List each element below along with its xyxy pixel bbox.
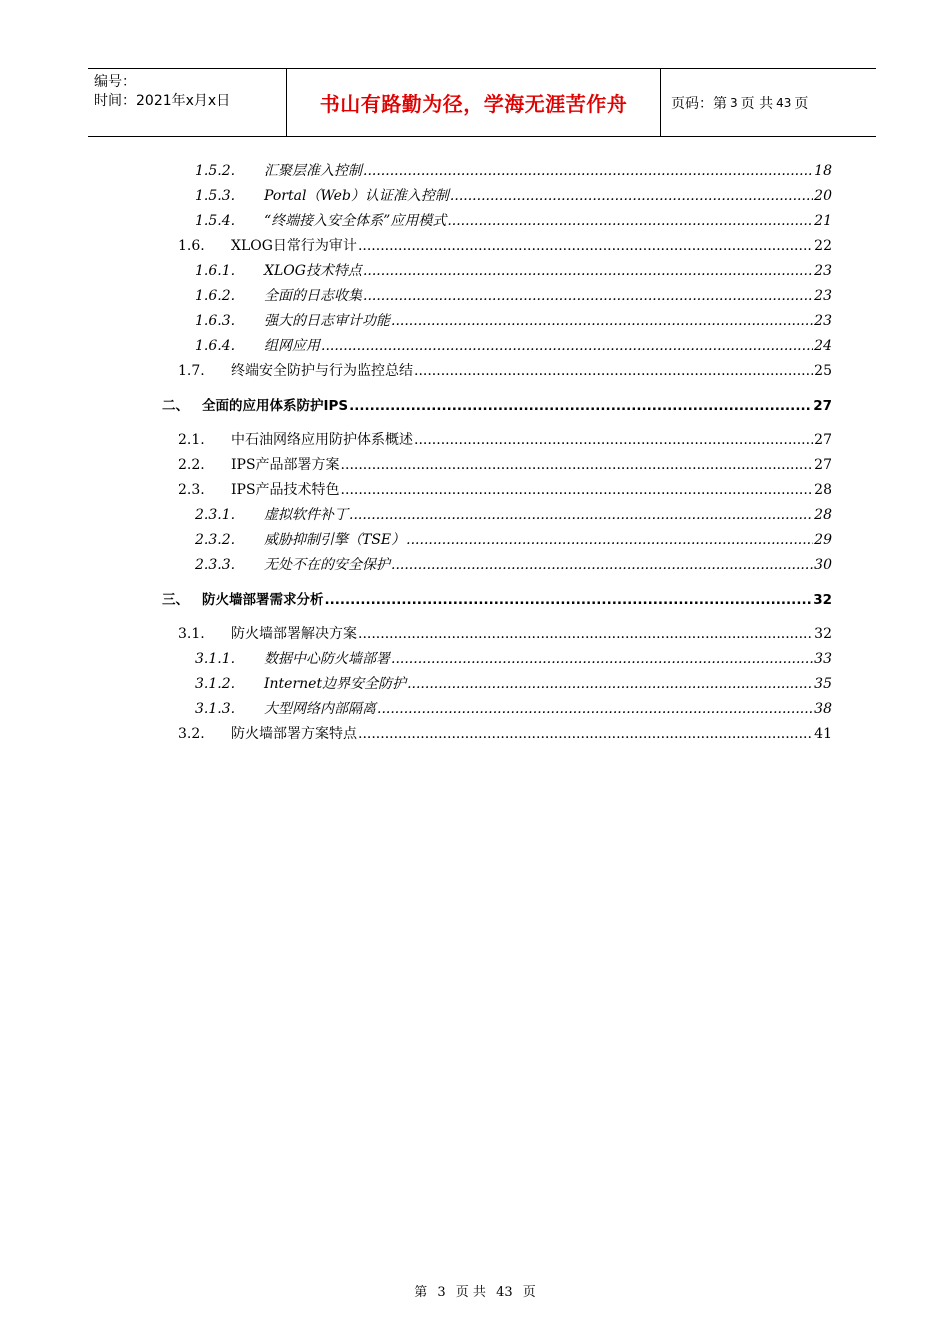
toc-entry-number: 1.6.2. bbox=[195, 288, 236, 304]
toc-leader-dots bbox=[363, 161, 813, 181]
page-prefix: 页码：第 bbox=[671, 95, 727, 112]
toc-entry[interactable] bbox=[195, 530, 832, 550]
number-label: 编号： bbox=[94, 74, 136, 90]
toc-leader-dots bbox=[414, 430, 813, 450]
toc-entry-page: 35 bbox=[814, 676, 832, 692]
toc-entry[interactable] bbox=[162, 590, 832, 610]
toc-leader-dots bbox=[447, 211, 813, 231]
toc-entry[interactable] bbox=[162, 396, 832, 416]
toc-entry-page: 25 bbox=[814, 363, 832, 379]
toc-entry[interactable] bbox=[178, 624, 832, 644]
toc-entry-page: 18 bbox=[814, 163, 832, 179]
toc-entry-number: 1.6.1. bbox=[195, 263, 236, 279]
toc-entry[interactable] bbox=[195, 649, 832, 669]
toc-entry-number: 1.5.2. bbox=[195, 163, 236, 179]
toc-entry-page: 28 bbox=[814, 507, 832, 523]
toc-entry-page: 24 bbox=[814, 338, 832, 354]
toc-entry-title: 强大的日志审计功能 bbox=[264, 313, 390, 329]
header-meta bbox=[88, 69, 287, 136]
header-page-number bbox=[661, 69, 876, 136]
time-label: 时间：2021年x月x日 bbox=[94, 93, 231, 109]
page-suffix: 页 bbox=[794, 95, 809, 112]
toc-entry-title: 防火墙部署解决方案 bbox=[231, 626, 357, 642]
toc-entry-title: 防火墙部署需求分析 bbox=[202, 592, 324, 608]
toc-entry-number: 3.1.1. bbox=[195, 651, 236, 667]
toc-entry-page: 28 bbox=[814, 482, 832, 498]
toc-entry-title: IPS产品技术特色 bbox=[231, 482, 340, 498]
toc-entry-number: 1.5.4. bbox=[195, 213, 236, 229]
footer-suffix: 页 bbox=[522, 1285, 536, 1300]
toc-entry-page: 27 bbox=[814, 432, 832, 448]
footer-current: 3 bbox=[437, 1285, 446, 1300]
toc-leader-dots bbox=[358, 724, 813, 744]
toc-leader-dots bbox=[406, 530, 813, 550]
toc-entry-page: 32 bbox=[813, 592, 832, 608]
toc-entry-title: IPS产品部署方案 bbox=[231, 457, 340, 473]
page-header bbox=[88, 68, 876, 137]
toc-leader-dots bbox=[349, 505, 813, 525]
toc-entry-number: 1.6.3. bbox=[195, 313, 236, 329]
toc-entry-number: 二、 bbox=[162, 398, 189, 414]
toc-entry[interactable] bbox=[178, 430, 832, 450]
toc-entry-page: 23 bbox=[814, 313, 832, 329]
toc-leader-dots bbox=[363, 286, 813, 306]
toc-entry[interactable] bbox=[178, 724, 832, 744]
toc-leader-dots bbox=[358, 624, 813, 644]
toc-entry[interactable] bbox=[178, 236, 832, 256]
toc-entry[interactable] bbox=[195, 674, 832, 694]
toc-entry-title: 虚拟软件补丁 bbox=[264, 507, 348, 523]
toc-entry-title: 终端安全防护与行为监控总结 bbox=[231, 363, 413, 379]
page-current: 3 bbox=[730, 95, 738, 110]
toc-leader-dots bbox=[407, 674, 813, 694]
toc-leader-dots bbox=[391, 311, 813, 331]
toc-entry[interactable] bbox=[195, 699, 832, 719]
toc-leader-dots bbox=[341, 480, 814, 500]
toc-entry-number: 1.6. bbox=[178, 238, 205, 254]
toc-entry-title: XLOG日常行为审计 bbox=[231, 238, 357, 254]
toc-entry[interactable] bbox=[178, 455, 832, 475]
toc-entry[interactable] bbox=[195, 286, 832, 306]
toc-entry[interactable] bbox=[178, 361, 832, 381]
toc-entry-page: 27 bbox=[814, 457, 832, 473]
toc-entry-title: 组网应用 bbox=[264, 338, 320, 354]
page-mid: 页 共 bbox=[740, 95, 774, 112]
toc-entry-number: 三、 bbox=[162, 592, 189, 608]
toc-entry-number: 1.5.3. bbox=[195, 188, 236, 204]
toc-leader-dots bbox=[450, 186, 813, 206]
toc-leader-dots bbox=[358, 236, 813, 256]
toc-leader-dots bbox=[391, 649, 813, 669]
toc-leader-dots bbox=[325, 590, 813, 610]
toc-entry-number: 3.1.3. bbox=[195, 701, 236, 717]
toc-entry[interactable] bbox=[195, 211, 832, 231]
toc-entry-title: 大型网络内部隔离 bbox=[264, 701, 376, 717]
toc-entry[interactable] bbox=[195, 161, 832, 181]
toc-leader-dots bbox=[414, 361, 813, 381]
footer-total: 43 bbox=[496, 1285, 513, 1300]
toc-entry-number: 1.7. bbox=[178, 363, 205, 379]
toc-entry-title: “终端接入安全体系”应用模式 bbox=[264, 213, 447, 229]
toc-entry-page: 21 bbox=[814, 213, 832, 229]
toc-entry-page: 29 bbox=[814, 532, 832, 548]
header-motto: 书山有路勤为径，学海无涯苦作舟 bbox=[287, 69, 661, 136]
toc-leader-dots bbox=[363, 261, 813, 281]
toc-entry-page: 32 bbox=[814, 626, 832, 642]
toc-entry-number: 3.1.2. bbox=[195, 676, 236, 692]
toc-entry-title: XLOG技术特点 bbox=[264, 263, 362, 279]
toc-entry[interactable] bbox=[195, 261, 832, 281]
toc-entry-page: 23 bbox=[814, 288, 832, 304]
toc-entry-number: 3.2. bbox=[178, 726, 205, 742]
toc-entry-page: 27 bbox=[813, 398, 832, 414]
toc-entry-number: 2.3.3. bbox=[195, 557, 236, 573]
page-total: 43 bbox=[776, 95, 792, 110]
toc-entry-page: 30 bbox=[814, 557, 832, 573]
toc-entry-number: 1.6.4. bbox=[195, 338, 236, 354]
toc-entry-number: 2.3.1. bbox=[195, 507, 236, 523]
toc-entry-page: 38 bbox=[814, 701, 832, 717]
toc-entry-title: 中石油网络应用防护体系概述 bbox=[231, 432, 413, 448]
toc-entry[interactable] bbox=[195, 336, 832, 356]
toc-entry-title: 防火墙部署方案特点 bbox=[231, 726, 357, 742]
toc-entry-title: Portal（Web）认证准入控制 bbox=[264, 188, 449, 204]
toc-entry-number: 2.3.2. bbox=[195, 532, 236, 548]
toc-entry-number: 3.1. bbox=[178, 626, 205, 642]
toc-entry-number: 2.3. bbox=[178, 482, 205, 498]
toc-entry-page: 33 bbox=[814, 651, 832, 667]
footer-mid: 页 共 bbox=[455, 1285, 486, 1300]
toc-entry-title: 威胁抑制引擎（TSE） bbox=[264, 532, 406, 548]
page-footer bbox=[0, 1281, 950, 1300]
toc-entry-title: 无处不在的安全保护 bbox=[264, 557, 390, 573]
toc-entry-page: 20 bbox=[814, 188, 832, 204]
toc-leader-dots bbox=[321, 336, 813, 356]
toc-entry-title: 全面的应用体系防护IPS bbox=[202, 398, 349, 414]
toc-leader-dots bbox=[341, 455, 814, 475]
toc-entry-number: 2.2. bbox=[178, 457, 205, 473]
toc-entry-page: 22 bbox=[814, 238, 832, 254]
toc-entry[interactable] bbox=[195, 186, 832, 206]
footer-prefix: 第 bbox=[414, 1285, 428, 1300]
toc-entry-title: 数据中心防火墙部署 bbox=[264, 651, 390, 667]
toc-leader-dots bbox=[377, 699, 813, 719]
toc-entry-title: 汇聚层准入控制 bbox=[264, 163, 362, 179]
toc-entry-page: 23 bbox=[814, 263, 832, 279]
toc-leader-dots bbox=[391, 555, 813, 575]
toc-entry-page: 41 bbox=[814, 726, 832, 742]
toc-entry[interactable] bbox=[195, 505, 832, 525]
toc-entry[interactable] bbox=[178, 480, 832, 500]
toc-entry-title: 全面的日志收集 bbox=[264, 288, 362, 304]
toc-entry[interactable] bbox=[195, 555, 832, 575]
toc-entry-title: Internet边界安全防护 bbox=[264, 676, 407, 692]
toc-entry-number: 2.1. bbox=[178, 432, 205, 448]
toc-entry[interactable] bbox=[195, 311, 832, 331]
toc-leader-dots bbox=[349, 396, 812, 416]
